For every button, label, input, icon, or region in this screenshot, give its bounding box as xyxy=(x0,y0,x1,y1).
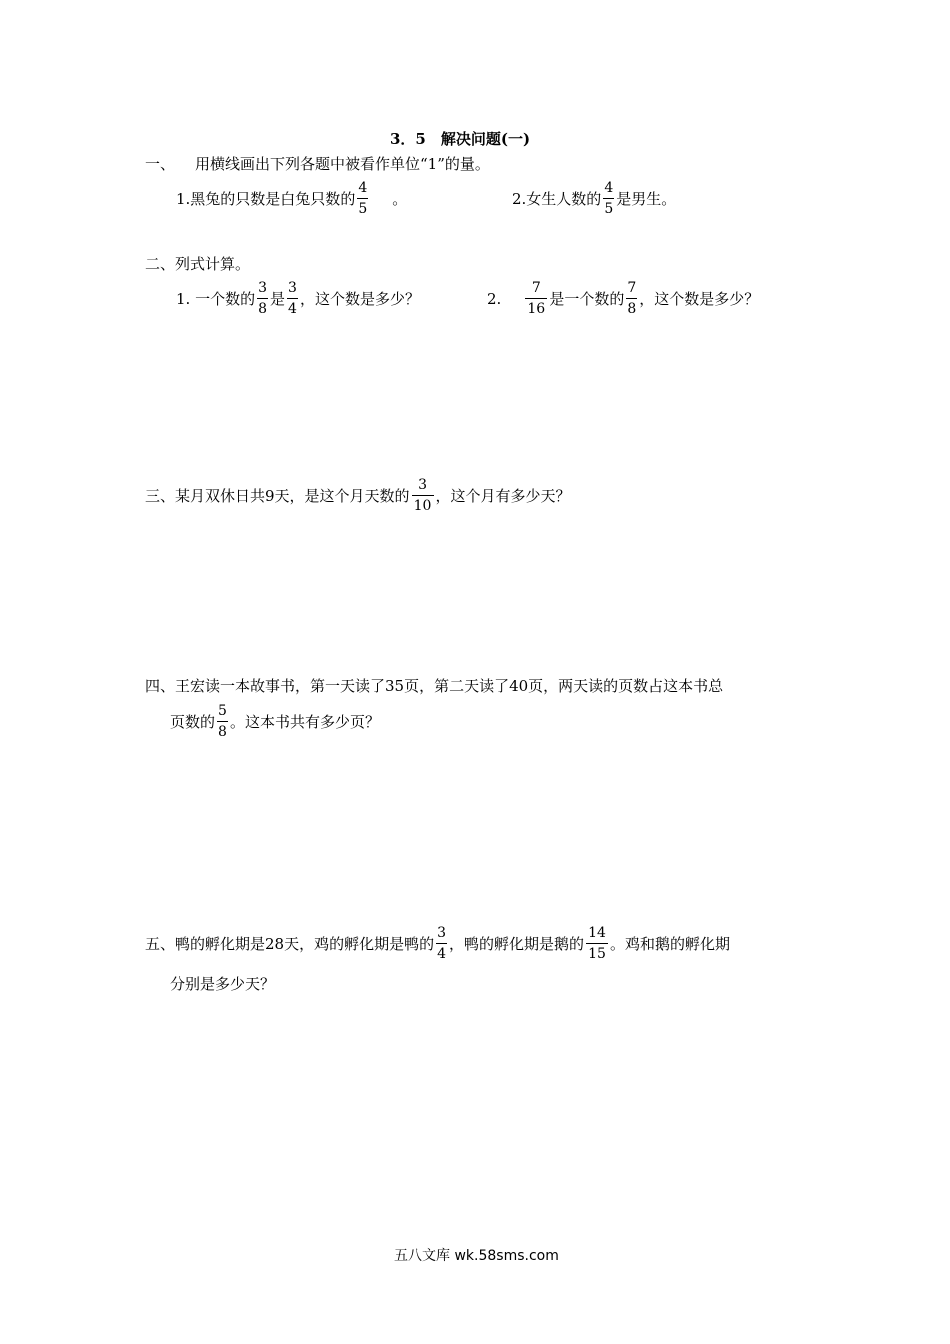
q5-end: 。鸡和鹅的孵化期 xyxy=(610,935,731,953)
fraction: $\frac{3}{4}$ xyxy=(437,925,447,962)
fraction: $\frac{4}{5}$ xyxy=(604,180,614,217)
q5-mid: ，鸭的孵化期是鹅的 xyxy=(449,935,585,953)
q2-item1-mid: 是 xyxy=(270,290,286,308)
q2-item-1 xyxy=(176,280,420,317)
q2-item2-mid: 是一个数的 xyxy=(549,290,625,308)
q3-end: ，这个月有多少天？ xyxy=(435,487,571,505)
q5-text: 五、鸭的孵化期是28天，鸡的孵化期是鸭的 xyxy=(145,935,435,953)
q1-item-1 xyxy=(176,180,407,217)
fraction: $\frac{7}{8}$ xyxy=(627,280,637,317)
fraction: $\frac{7}{16}$ xyxy=(525,280,547,317)
q2-item1-text: 1. 一个数的 xyxy=(176,290,256,308)
q1-item2-end: 是男生。 xyxy=(616,190,677,208)
fraction: $\frac{4}{5}$ xyxy=(358,180,368,217)
fraction: $\frac{14}{15}$ xyxy=(586,925,608,962)
q3 xyxy=(145,477,571,514)
q2-item2-end: ，这个数是多少？ xyxy=(639,290,760,308)
fraction: $\frac{5}{8}$ xyxy=(218,703,227,740)
q2-item2-number: 2. xyxy=(487,289,502,308)
q4-line-1: 四、王宏读一本故事书，第一天读了35页，第二天读了40页，两天读的页数占这本书总 xyxy=(145,677,724,695)
q2-item-2 xyxy=(487,280,759,317)
q2-heading: 二、列式计算。 xyxy=(145,255,251,273)
q5-line-2: 分别是多少天？ xyxy=(170,975,276,993)
q1-label: 一、 xyxy=(145,155,176,173)
q1-item-2 xyxy=(512,180,676,217)
q1-heading xyxy=(145,153,490,174)
q4-end: 。这本书共有多少页？ xyxy=(229,713,380,731)
q4-text: 页数的 xyxy=(170,713,216,731)
fraction: $\frac{3}{4}$ xyxy=(288,280,297,317)
fraction: $\frac{3}{8}$ xyxy=(258,280,268,317)
q1-item1-end: 。 xyxy=(392,190,408,208)
q1-item2-text: 2.女生人数的 xyxy=(512,190,602,208)
footer-watermark: 五八文库 wk.58sms.com xyxy=(394,1248,559,1264)
q4-line-2 xyxy=(170,703,380,740)
q5-line-1 xyxy=(145,925,730,962)
q1-item1-text: 1.黑兔的只数是白兔只数的 xyxy=(176,190,356,208)
q1-text: 用横线画出下列各题中被看作单位“1”的量。 xyxy=(195,155,490,173)
fraction: $\frac{3}{10}$ xyxy=(412,477,434,514)
page-title: 3．5 解决问题(一) xyxy=(390,130,531,148)
q3-text: 三、某月双休日共9天，是这个月天数的 xyxy=(145,487,410,505)
q2-item1-end: ，这个数是多少？ xyxy=(299,290,420,308)
